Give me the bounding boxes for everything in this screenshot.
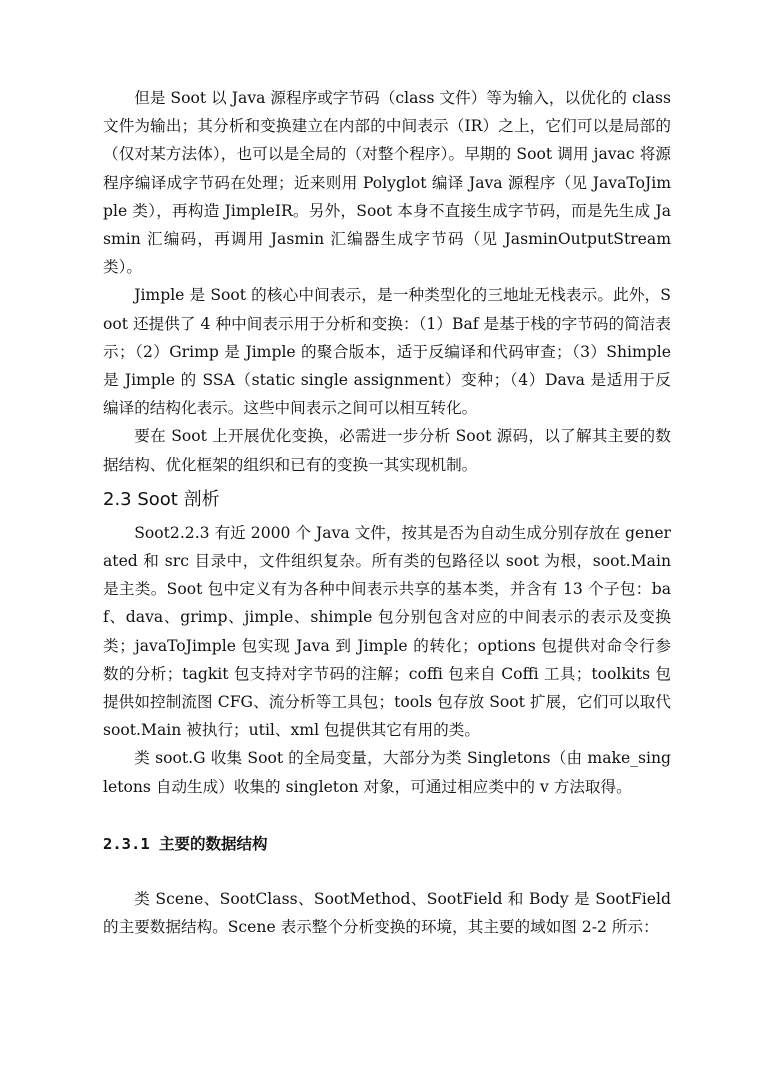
paragraph-optimization: 要在 Soot 上开展优化变换，必需进一步分析 Soot 源码，以了解其主要的数据结构、优化框架的组织和已有的变换一其实现机制。	[103, 427, 671, 474]
paragraph-jimple: Jimple 是 Soot 的核心中间表示，是一种类型化的三地址无栈表示。此外，Soot 还提供了 4 种中间表示用于分析和变换：（1）Baf 是基于栈的字节码的简洁表示；（2）Grimp 是 Jimple 的聚合版本，适于反编译和代码审查；（3）Shimple 是 Jimple 的 SSA（static single assignment）变种；（4）Dava 是适用于反编译的结构化表示。这些中间表示之间可以相互转化。	[103, 286, 671, 418]
section-heading-2-3-1: 2.3.1 主要的数据结构	[103, 834, 268, 853]
paragraph-soot-io: 但是 Soot 以 Java 源程序或字节码（class 文件）等为输入，以优化的 class 文件为输出；其分析和变换建立在内部的中间表示（IR）之上，它们可以是局部的（仅对某方法体），也可以是全局的（对整个程序）。早期的 Soot 调用 javac 将源程序编译成字节码在处理；近来则用 Polyglot 编译 Java 源程序（见 JavaToJimple 类），再构造 JimpleIR。另外，Soot 本身不直接生成字节码，而是先生成 Jasmin 汇编码，再调用 Jasmin 汇编器生成字节码（见 JasminOutputStream 类）。	[103, 89, 671, 277]
document-page	[103, 84, 671, 941]
paragraph-data-structures: 类 Scene、SootClass、SootMethod、SootField 和 Body 是 SootField 的主要数据结构。Scene 表示整个分析变换的环境，其主要的域如图 2-2 所示：	[103, 889, 671, 937]
section-heading-2-3: 2.3 Soot 剖析	[103, 488, 220, 510]
paragraph-soot-packages: Soot2.2.3 有近 2000 个 Java 文件，按其是否为自动生成分别存放在 generated 和 src 目录中，文件组织复杂。所有类的包路径以 soot 为根，soot.Main 是主类。Soot 包中定义有为各种中间表示共享的基本类，并含有 13 个子包：baf、dava、grimp、jimple、shimple 包分别包含对应的中间表示的表示及变换类；javaToJimple 包实现 Java 到 Jimple 的转化；options 包提供对命令行参数的分析；tagkit 包支持对字节码的注解；coffi 包来自 Coffi 工具；toolkits 包提供如控制流图 CFG、流分析等工具包；tools 包存放 Soot 扩展，它们可以取代 soot.Main 被执行；util、xml 包提供其它有用的类。	[103, 523, 671, 740]
paragraph-soot-g: 类 soot.G 收集 Soot 的全局变量，大部分为类 Singletons（由 make_singletons 自动生成）收集的 singleton 对象，可通过相应类中的 v 方法取得。	[103, 749, 671, 796]
